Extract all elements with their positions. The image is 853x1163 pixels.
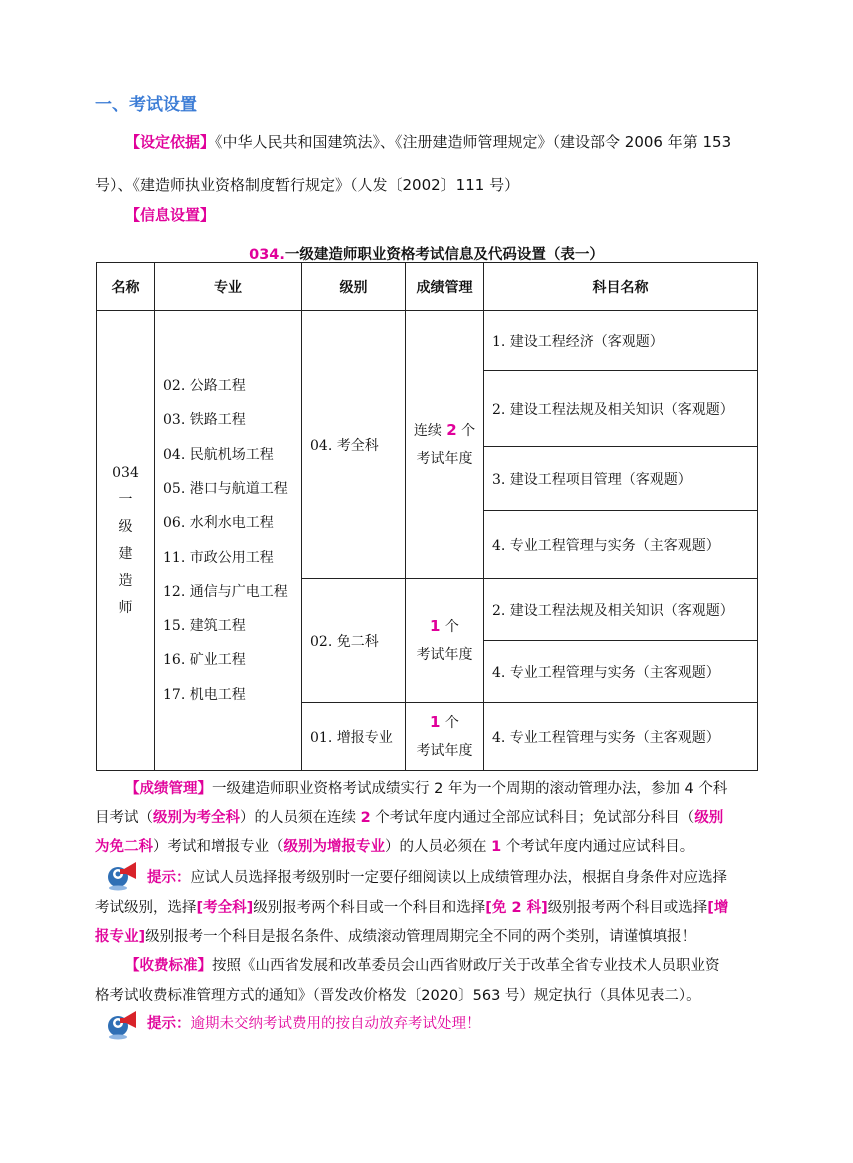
tip2-line: 提示：逾期未交纳考试费用的按自动放弃考试处理！	[147, 1016, 481, 1032]
name-cell: 034 一 级 建 造 师	[97, 311, 155, 771]
speaker-mascot-icon	[106, 1006, 140, 1040]
section-heading: 一、考试设置	[95, 95, 197, 115]
fee-line2: 格考试收费标准管理方式的通知》（晋发改价格发〔2020〕563 号）规定执行（具体见表二）。	[95, 988, 701, 1004]
score-cell: 1 个 考试年度	[406, 703, 484, 771]
list-item: 17. 机电工程	[163, 686, 246, 703]
level-cell: 01. 增报专业	[302, 703, 406, 771]
list-item: 16. 矿业工程	[163, 652, 246, 669]
list-item: 04. 民航机场工程	[163, 446, 274, 463]
basis-line1: 【设定依据】《中华人民共和国建筑法》、《注册建造师管理规定》（建设部令 2006 年第 153	[125, 133, 732, 151]
list-item: 02. 公路工程	[163, 378, 246, 395]
subject-cell: 4. 专业工程管理与实务（主客观题）	[484, 511, 758, 579]
subject-cell: 1. 建设工程经济（客观题）	[484, 311, 758, 371]
table-caption: 034.一级建造师职业资格考试信息及代码设置（表一）	[249, 247, 604, 263]
header-score: 成绩管理	[406, 263, 484, 311]
list-item: 03. 铁路工程	[163, 412, 246, 429]
score-mgmt-line3: 为免二科）考试和增报专业（级别为增报专业）的人员必须在 1 个考试年度内通过应试科目。	[95, 839, 695, 855]
fee-line1: 【收费标准】按照《山西省发展和改革委员会山西省财政厅关于改革全省专业技术人员职业资	[125, 958, 720, 974]
level-cell: 04. 考全科	[302, 311, 406, 579]
level-cell: 02. 免二科	[302, 579, 406, 703]
score-cell: 连续 2 个 考试年度	[406, 311, 484, 579]
tip1-line2: 考试级别，选择[考全科]级别报考两个科目或一个科目和选择[免 2 科]级别报考两个科目或选择[增	[95, 900, 729, 916]
list-item: 11. 市政公用工程	[163, 549, 274, 566]
header-major: 专业	[155, 263, 302, 311]
list-item: 06. 水利水电工程	[163, 515, 274, 532]
subject-cell: 4. 专业工程管理与实务（主客观题）	[484, 641, 758, 703]
header-subject: 科目名称	[484, 263, 758, 311]
tip1-line1: 提示：应试人员选择报考级别时一定要仔细阅读以上成绩管理办法，根据自身条件对应选择	[147, 870, 727, 886]
score-cell: 1 个 考试年度	[406, 579, 484, 703]
basis-line2: 号）、《建造师执业资格制度暂行规定》（人发〔2002〕111 号）	[95, 176, 520, 194]
subject-cell: 2. 建设工程法规及相关知识（客观题）	[484, 371, 758, 447]
subject-cell: 4. 专业工程管理与实务（主客观题）	[484, 703, 758, 771]
list-item: 12. 通信与广电工程	[163, 583, 288, 600]
subject-cell: 3. 建设工程项目管理（客观题）	[484, 447, 758, 511]
speaker-mascot-icon	[106, 857, 140, 891]
subject-cell: 2. 建设工程法规及相关知识（客观题）	[484, 579, 758, 641]
header-level: 级别	[302, 263, 406, 311]
list-item: 05. 港口与航道工程	[163, 480, 288, 497]
info-label: 【信息设置】	[125, 206, 216, 224]
score-mgmt-line1: 【成绩管理】一级建造师职业资格考试成绩实行 2 年为一个周期的滚动管理办法，参加 4 个科	[125, 781, 728, 797]
tip1-line3: 报专业]级别报考一个科目是报名条件、成绩滚动管理周期完全不同的两个类别，请谨慎填报！	[95, 929, 697, 945]
exam-info-table	[96, 262, 758, 771]
header-name: 名称	[97, 263, 155, 311]
majors-cell	[155, 311, 302, 771]
list-item: 15. 建筑工程	[163, 618, 246, 635]
score-mgmt-line2: 目考试（级别为考全科）的人员须在连续 2 个考试年度内通过全部应试科目；免试部分科目（级别	[95, 810, 724, 826]
